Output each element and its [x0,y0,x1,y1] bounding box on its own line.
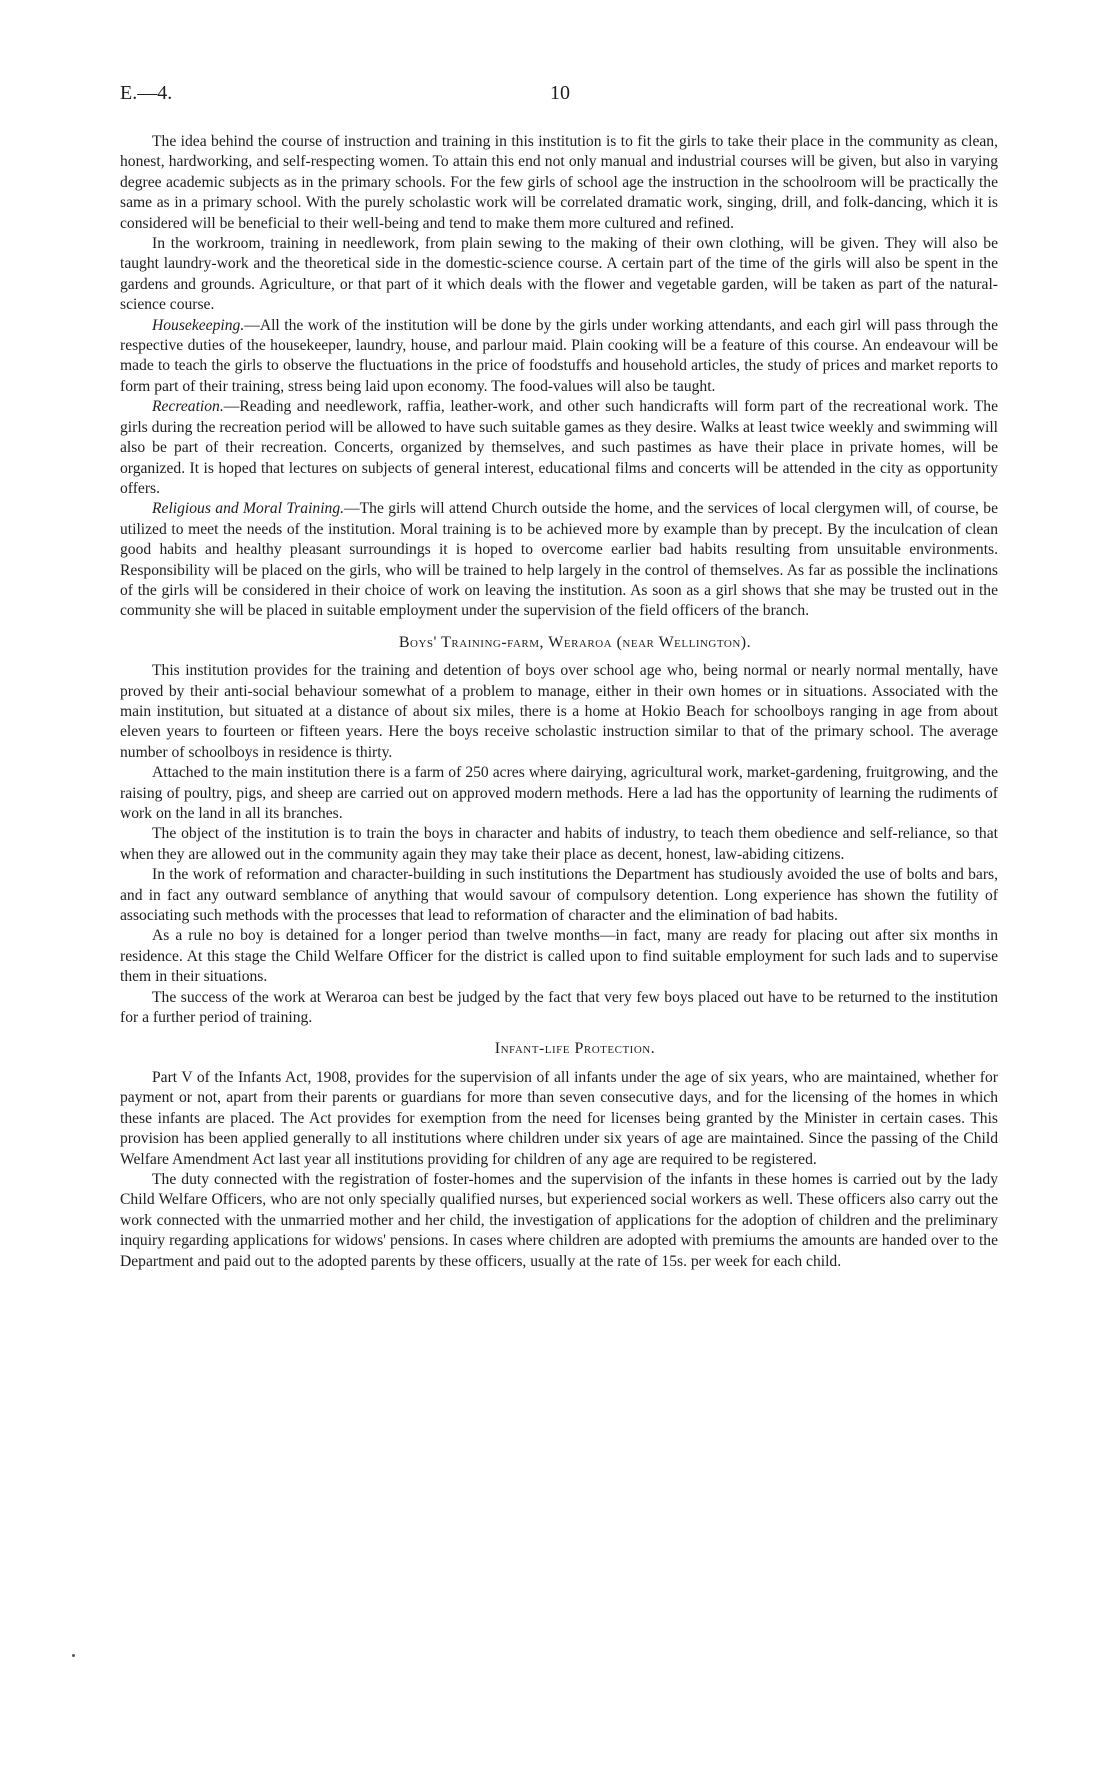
paragraph-weraroa-farm: Attached to the main institution there is a farm of 250 acres where dairying, agricultural work, market-gardening, fruitgrowing, and the raising of poultry, pigs, and sheep are carried out on approved modern methods. Here a lad has the opportunity of learning the rudiments of work on the land in all its branches. [120,764,998,822]
paragraph-religious-moral-training: Religious and Moral Training.—The girls will attend Church outside the home, and the services of local clergymen will, of course, be utilized to meet the needs of the institution. Moral training is to be achieved more by example than by precept. By the inculcation of clean good habits and healthy pleasant surroundings it is hoped to overcome earlier bad habits resulting from unsuitable environments. Responsibility will be placed on the girls, who will be trained to help largely in the control of themselves. As far as possible the inclinations of the girls will be considered in their choice of work on leaving the institution. As soon as a girl shows that she may be trusted out in the community she will be placed in suitable employment under the supervision of the field officers of the branch. [120,500,998,620]
section-heading-boys-training-farm: Boys' Training-farm, Weraroa (near Wellington). [398,633,752,651]
paragraph-weraroa-reformation: In the work of reformation and character-building in such institutions the Department has studiously avoided the use of bolts and bars, and in fact any outward semblance of anything that would savour of compulsory detention. Long experience has shown the futility of associating such methods with the processes that lead to reformation of character and the elimination of bad habits. [120,866,998,925]
page-number: 10 [550,82,570,104]
scan-speck [72,1654,75,1657]
paragraph-weraroa-institution: This institution provides for the training and detention of boys over school age who, being normal or nearly normal mentally, have proved by their anti-social behaviour somewhat of a problem to manage, either in their own homes or in situations. Associated with the main institution, but situated at a distance of about six miles, there is a home at Hokio Beach for schoolboys ranging in age from about eleven years to fourteen or fifteen years. Here the boys receive scholastic instruction similar to that of the primary school. The average number of schoolboys in residence is thirty. [120,662,998,761]
recreation-lead: Recreation. [152,398,224,416]
section-heading-infant-life-protection: Infant-life Protection. [494,1040,656,1058]
paragraph-course-of-training: The idea behind the course of instruction and training in this institution is to fit the girls to take their place in the community as clean, honest, hardworking, and self-respecting women. To attain this end not only manual and industrial courses will be given, but also in varying degree academic subjects as in the primary schools. For the few girls of school age the instruction in the schoolroom will be practically the same as in a primary school. With the purely scholastic work will be correlated dramatic work, singing, drill, and folk-dancing, which it is considered will be beneficial to their well-being and tend to make them more cultured and refined. [120,133,998,232]
paragraph-weraroa-detention-period: As a rule no boy is detained for a longer period than twelve months—in fact, many are ready for placing out after six months in residence. At this stage the Child Welfare Officer for the district is called upon to find suitable employment for such lads and to supervise them in their situations. [120,927,998,986]
page-body [120,132,998,1272]
paragraph-weraroa-object: The object of the institution is to train the boys in character and habits of industry, to teach them obedience and self-reliance, so that when they are allowed out in the community again they may take their place as decent, honest, law-abiding citizens. [120,825,998,863]
paragraph-recreation: Recreation.—Reading and needlework, raffia, leather-work, and other such handicrafts will form part of the recreational work. The girls during the recreation period will be allowed to have such suitable games as they desire. Walks at least twice weekly and swimming will also be part of their recreation. Concerts, organized by themselves, and such pastimes as have their place in private homes, will be organized. It is hoped that lectures on subjects of general interest, educational films and concerts will be attended in the city as opportunity offers. [120,398,998,497]
paragraph-weraroa-success: The success of the work at Weraroa can best be judged by the fact that very few boys placed out have to be returned to the institution for a further period of training. [120,988,998,1027]
religious-moral-lead: Religious and Moral Training. [152,500,345,518]
page-header [120,82,1000,112]
paragraph-infants-act: Part V of the Infants Act, 1908, provides for the supervision of all infants under the age of six years, who are maintained, whether for payment or not, apart from their parents or guardians for more than seven consecutive days, and for the licensing of the homes in which these infants are placed. The Act provides for exemption from the need for licenses being granted by the Minister in certain cases. This provision has been applied generally to all institutions where children under six years of age are maintained. Since the passing of the Child Welfare Amendment Act last year all institutions providing for children of any age are required to be registered. [120,1068,998,1168]
document-reference: E.—4. [120,82,173,104]
paragraph-workroom: In the workroom, training in needlework, from plain sewing to the making of their own clothing, will be given. They will also be taught laundry-work and the theoretical side in the domestic-science course. A certain part of the time of the girls will also be spent in the gardens and grounds. Agriculture, or that part of it which deals with the flower and vegetable garden, will be taken as part of the natural-science course. [120,235,998,314]
housekeeping-lead: Housekeeping. [152,316,245,334]
paragraph-foster-homes: The duty connected with the registration of foster-homes and the supervision of the infants in these homes is carried out by the lady Child Welfare Officers, who are not only specially qualified nurses, but experienced social workers as well. These officers also carry out the work connected with the unmarried mother and her child, the investigation of applications for the adoption of children and the preliminary inquiry regarding applications for widows' pensions. In cases where children are adopted with premiums the amounts are handed over to the Department and paid out to the adopted parents by these officers, usually at the rate of 15s. per week for each child. [120,1170,998,1270]
paragraph-housekeeping: Housekeeping.—All the work of the institution will be done by the girls under working attendants, and each girl will pass through the respective duties of the housekeeper, laundry, house, and parlour maid. Plain cooking will be a feature of this course. An endeavour will be made to teach the girls to observe the fluctuations in the price of foodstuffs and household articles, the study of prices and market reports to form part of their training, stress being laid upon economy. The food-values will also be taught. [120,316,998,395]
